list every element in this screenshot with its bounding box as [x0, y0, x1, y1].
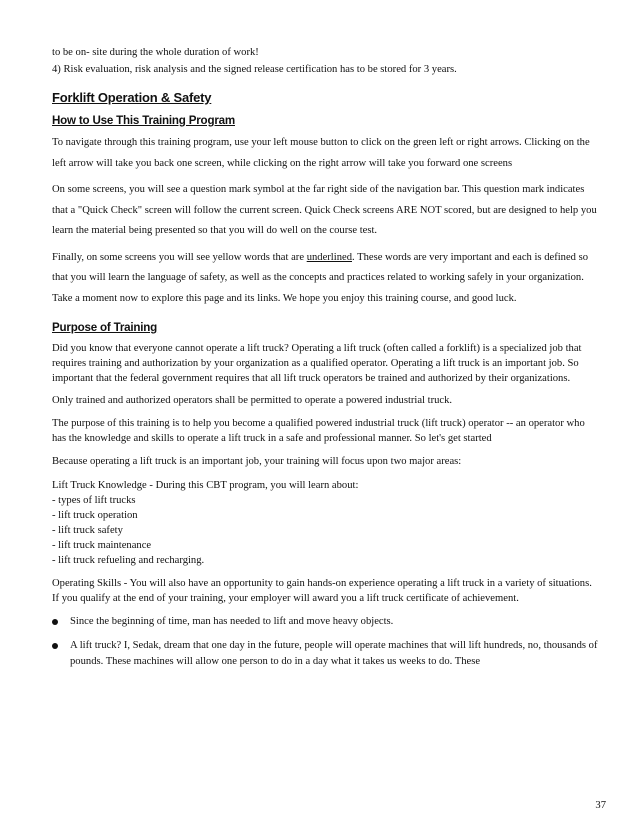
- intro-line-2: 4) Risk evaluation, risk analysis and the signed release certification has to be stored for 3 years.: [52, 64, 457, 75]
- bullet-dot-icon: [52, 643, 58, 649]
- bullet-item: [52, 614, 600, 630]
- skills-paragraph: Operating Skills - You will also have an opportunity to gain hands-on experience operating a lift truck in a variety of situations. If you qualify at the end of your training, your employer will award you a lift truck certificate of achievement.: [52, 577, 592, 604]
- knowledge-intro: Lift Truck Knowledge - During this CBT program, you will learn about:: [52, 479, 359, 491]
- purpose-paragraph-3: The purpose of this training is to help you become a qualified powered industrial truck (lift truck) operator -- an operator who has the knowledge and skills to operate a lift truck in a safe and professional manner. So let's get started: [52, 418, 585, 444]
- bullet-item: [52, 638, 600, 670]
- bullet-dot-icon: [52, 619, 58, 625]
- list-item: - lift truck operation: [52, 509, 138, 521]
- how-p3-after: . These words are very important and each is defined so that you will learn the language of safety, as well as the concepts and practices related to working safely in your organization. Take a moment now to explore this page and its links. We hope you enjoy this training course, and good luck.: [52, 251, 589, 304]
- list-item: - lift truck safety: [52, 524, 123, 536]
- how-paragraph-3: [52, 248, 600, 310]
- knowledge-list: [52, 478, 600, 568]
- intro-line-1: to be on- site during the whole duration of work!: [52, 47, 259, 58]
- how-paragraph-1: To navigate through this training program, use your left mouse button to click on the green left or right arrows. Clicking on the left arrow will take you back one screen, while clicking on the right arrow will take you forward one screens: [52, 137, 590, 169]
- bullet-text: A lift truck? I, Sedak, dream that one day in the future, people will operate machines that will lift hundreds, no, thousands of pounds. These machines will allow one person to do in a day what it takes us weeks to do. These: [70, 639, 598, 667]
- main-heading: Forklift Operation & Safety: [52, 90, 212, 105]
- underlined-term: underlined: [306, 251, 352, 263]
- list-item: - types of lift trucks: [52, 494, 136, 506]
- how-to-heading: How to Use This Training Program: [52, 114, 235, 127]
- intro-block: [52, 44, 600, 78]
- list-item: - lift truck refueling and recharging.: [52, 554, 205, 566]
- purpose-paragraph-1: Did you know that everyone cannot operate a lift truck? Operating a lift truck (often called a forklift) is a specialized job that requires training and authorization by your organization as a qualified operator. Operating a lift truck is an important job. So important that the federal government requires that all lift truck operators be trained and authorized by their organizations.: [52, 343, 582, 384]
- purpose-heading: Purpose of Training: [52, 321, 158, 334]
- how-paragraph-2: On some screens, you will see a question mark symbol at the far right side of the navigation bar. This question mark indicates that a "Quick Check" screen will follow the current screen. Quick Check screens ARE NOT scored, but are designed to help you learn the material being presented so that you will do well on the course test.: [52, 184, 597, 236]
- bullet-text: Since the beginning of time, man has needed to lift and move heavy objects.: [70, 615, 394, 627]
- purpose-paragraph-2: Only trained and authorized operators shall be permitted to operate a powered industrial truck.: [52, 395, 453, 407]
- document-page: [52, 44, 600, 670]
- how-p3-before: Finally, on some screens you will see yellow words that are: [52, 251, 307, 263]
- purpose-paragraph-4: Because operating a lift truck is an important job, your training will focus upon two major areas:: [52, 455, 462, 467]
- list-item: - lift truck maintenance: [52, 539, 152, 551]
- page-number: 37: [595, 800, 606, 811]
